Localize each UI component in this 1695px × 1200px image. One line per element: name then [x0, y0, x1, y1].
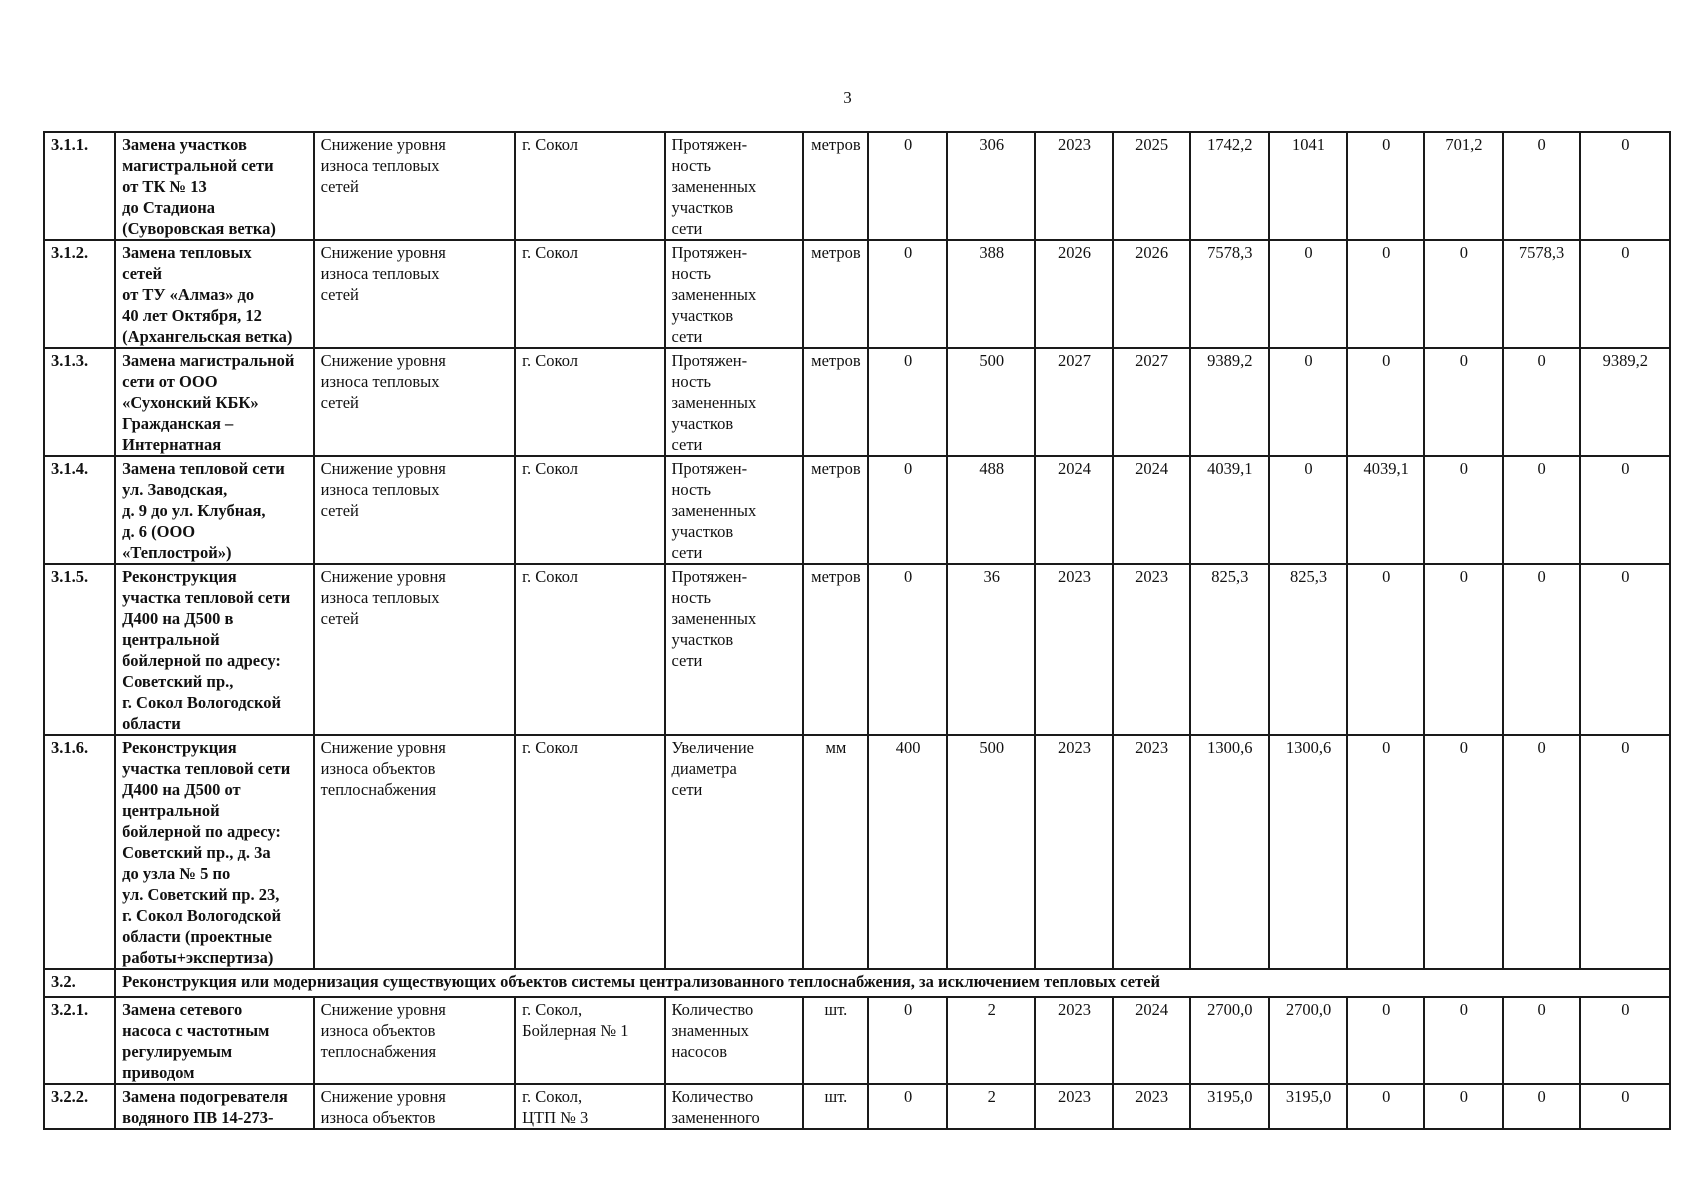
measure-location: г. Сокол — [515, 240, 664, 348]
cost-2024: 4039,1 — [1347, 456, 1424, 564]
row-code: 3.1.2. — [44, 240, 115, 348]
measure-unit: метров — [803, 348, 868, 456]
measure-goal: Снижение уровня износа объектов — [314, 1084, 515, 1129]
measure-unit: метров — [803, 240, 868, 348]
measure-indicator: Увеличение диаметра сети — [665, 735, 803, 969]
year-end: 2024 — [1113, 997, 1190, 1084]
value-after: 36 — [947, 564, 1035, 735]
cost-2023: 825,3 — [1269, 564, 1347, 735]
measure-name: Замена магистральной сети от ООО «Сухонский КБК» Гражданская – Интернатная — [115, 348, 313, 456]
value-after: 500 — [947, 735, 1035, 969]
row-code: 3.1.4. — [44, 456, 115, 564]
row-code: 3.1.6. — [44, 735, 115, 969]
measure-goal: Снижение уровня износа тепловых сетей — [314, 564, 515, 735]
measure-unit: шт. — [803, 997, 868, 1084]
cost-2027: 9389,2 — [1580, 348, 1670, 456]
cost-total: 7578,3 — [1190, 240, 1269, 348]
row-code: 3.1.5. — [44, 564, 115, 735]
cost-2025: 0 — [1424, 240, 1502, 348]
value-before: 0 — [868, 348, 947, 456]
row-code: 3.2.1. — [44, 997, 115, 1084]
cost-2026: 0 — [1503, 735, 1580, 969]
value-before: 0 — [868, 997, 947, 1084]
measure-goal: Снижение уровня износа тепловых сетей — [314, 240, 515, 348]
year-start: 2023 — [1035, 132, 1112, 240]
value-before: 400 — [868, 735, 947, 969]
value-after: 306 — [947, 132, 1035, 240]
cost-2023: 0 — [1269, 456, 1347, 564]
cost-2027: 0 — [1580, 1084, 1670, 1129]
cost-2025: 0 — [1424, 348, 1502, 456]
cost-2026: 0 — [1503, 564, 1580, 735]
measure-unit: шт. — [803, 1084, 868, 1129]
measure-name: Замена тепловой сети ул. Заводская, д. 9 до ул. Клубная, д. 6 (ООО «Теплострой») — [115, 456, 313, 564]
year-end: 2027 — [1113, 348, 1190, 456]
measure-unit: метров — [803, 132, 868, 240]
cost-2025: 0 — [1424, 564, 1502, 735]
cost-2026: 7578,3 — [1503, 240, 1580, 348]
measure-indicator: Протяжен- ность замененных участков сети — [665, 456, 803, 564]
measure-name: Реконструкция участка тепловой сети Д400 на Д500 от центральной бойлерной по адресу: Советский пр., д. 3а до узла № 5 по ул. Советский пр. 23, г. Сокол Вологодской области (проектные работы+экспертиза) — [115, 735, 313, 969]
measures-table — [43, 131, 1671, 1130]
cost-2025: 0 — [1424, 456, 1502, 564]
value-after: 2 — [947, 997, 1035, 1084]
cost-2027: 0 — [1580, 735, 1670, 969]
cost-2024: 0 — [1347, 348, 1424, 456]
year-start: 2023 — [1035, 997, 1112, 1084]
table-row — [44, 997, 1670, 1084]
year-start: 2023 — [1035, 735, 1112, 969]
measure-location: г. Сокол — [515, 735, 664, 969]
measure-name: Замена тепловых сетей от ТУ «Алмаз» до 40 лет Октября, 12 (Архангельская ветка) — [115, 240, 313, 348]
cost-2026: 0 — [1503, 456, 1580, 564]
cost-total: 825,3 — [1190, 564, 1269, 735]
table-row — [44, 1084, 1670, 1129]
cost-2024: 0 — [1347, 132, 1424, 240]
year-end: 2023 — [1113, 1084, 1190, 1129]
year-end: 2023 — [1113, 735, 1190, 969]
cost-total: 1742,2 — [1190, 132, 1269, 240]
measure-unit: мм — [803, 735, 868, 969]
year-start: 2026 — [1035, 240, 1112, 348]
cost-2024: 0 — [1347, 1084, 1424, 1129]
row-code: 3.1.1. — [44, 132, 115, 240]
measure-location: г. Сокол, ЦТП № 3 — [515, 1084, 664, 1129]
cost-2027: 0 — [1580, 240, 1670, 348]
cost-2024: 0 — [1347, 240, 1424, 348]
measure-name: Замена участков магистральной сети от ТК № 13 до Стадиона (Суворовская ветка) — [115, 132, 313, 240]
table-row — [44, 564, 1670, 735]
cost-total: 9389,2 — [1190, 348, 1269, 456]
row-code: 3.1.3. — [44, 348, 115, 456]
measure-unit: метров — [803, 456, 868, 564]
measure-name: Замена сетевого насоса с частотным регулируемым приводом — [115, 997, 313, 1084]
value-before: 0 — [868, 132, 947, 240]
cost-2023: 0 — [1269, 348, 1347, 456]
value-before: 0 — [868, 456, 947, 564]
cost-2027: 0 — [1580, 564, 1670, 735]
section-title: Реконструкция или модернизация существующих объектов системы централизованного теплоснабжения, за исключением тепловых сетей — [115, 969, 1670, 997]
value-before: 0 — [868, 1084, 947, 1129]
cost-2026: 0 — [1503, 1084, 1580, 1129]
measure-goal: Снижение уровня износа тепловых сетей — [314, 348, 515, 456]
cost-2023: 3195,0 — [1269, 1084, 1347, 1129]
value-after: 388 — [947, 240, 1035, 348]
measure-location: г. Сокол — [515, 348, 664, 456]
measure-goal: Снижение уровня износа тепловых сетей — [314, 456, 515, 564]
cost-2026: 0 — [1503, 348, 1580, 456]
cost-total: 4039,1 — [1190, 456, 1269, 564]
cost-total: 1300,6 — [1190, 735, 1269, 969]
year-end: 2026 — [1113, 240, 1190, 348]
measure-indicator: Протяжен- ность замененных участков сети — [665, 132, 803, 240]
measure-goal: Снижение уровня износа объектов теплоснабжения — [314, 735, 515, 969]
value-after: 2 — [947, 1084, 1035, 1129]
table-row — [44, 456, 1670, 564]
measure-location: г. Сокол — [515, 456, 664, 564]
measure-indicator: Протяжен- ность замененных участков сети — [665, 240, 803, 348]
page-number: 3 — [843, 88, 852, 107]
value-before: 0 — [868, 564, 947, 735]
cost-2023: 2700,0 — [1269, 997, 1347, 1084]
measure-location: г. Сокол — [515, 132, 664, 240]
cost-2027: 0 — [1580, 132, 1670, 240]
measure-indicator: Протяжен- ность замененных участков сети — [665, 348, 803, 456]
section-code: 3.2. — [44, 969, 115, 997]
year-start: 2023 — [1035, 564, 1112, 735]
year-end: 2023 — [1113, 564, 1190, 735]
cost-2025: 0 — [1424, 997, 1502, 1084]
cost-2023: 0 — [1269, 240, 1347, 348]
year-start: 2023 — [1035, 1084, 1112, 1129]
cost-2023: 1300,6 — [1269, 735, 1347, 969]
measure-goal: Снижение уровня износа тепловых сетей — [314, 132, 515, 240]
value-before: 0 — [868, 240, 947, 348]
measure-name: Реконструкция участка тепловой сети Д400 на Д500 в центральной бойлерной по адресу: Советский пр., г. Сокол Вологодской области — [115, 564, 313, 735]
cost-2026: 0 — [1503, 997, 1580, 1084]
value-after: 500 — [947, 348, 1035, 456]
table-row — [44, 240, 1670, 348]
measure-unit: метров — [803, 564, 868, 735]
cost-2027: 0 — [1580, 997, 1670, 1084]
measure-goal: Снижение уровня износа объектов теплоснабжения — [314, 997, 515, 1084]
cost-total: 3195,0 — [1190, 1084, 1269, 1129]
measure-indicator: Протяжен- ность замененных участков сети — [665, 564, 803, 735]
cost-2025: 0 — [1424, 735, 1502, 969]
year-start: 2027 — [1035, 348, 1112, 456]
year-end: 2024 — [1113, 456, 1190, 564]
measure-location: г. Сокол, Бойлерная № 1 — [515, 997, 664, 1084]
measure-indicator: Количество знаменных насосов — [665, 997, 803, 1084]
measure-name: Замена подогревателя водяного ПВ 14-273- — [115, 1084, 313, 1129]
measure-indicator: Количество замененного — [665, 1084, 803, 1129]
cost-2024: 0 — [1347, 564, 1424, 735]
table-row — [44, 132, 1670, 240]
section-row — [44, 969, 1670, 997]
table-row — [44, 735, 1670, 969]
cost-2024: 0 — [1347, 997, 1424, 1084]
year-end: 2025 — [1113, 132, 1190, 240]
year-start: 2024 — [1035, 456, 1112, 564]
cost-2024: 0 — [1347, 735, 1424, 969]
cost-2026: 0 — [1503, 132, 1580, 240]
row-code: 3.2.2. — [44, 1084, 115, 1129]
cost-total: 2700,0 — [1190, 997, 1269, 1084]
value-after: 488 — [947, 456, 1035, 564]
measure-location: г. Сокол — [515, 564, 664, 735]
cost-2023: 1041 — [1269, 132, 1347, 240]
cost-2027: 0 — [1580, 456, 1670, 564]
table-row — [44, 348, 1670, 456]
cost-2025: 0 — [1424, 1084, 1502, 1129]
cost-2025: 701,2 — [1424, 132, 1502, 240]
